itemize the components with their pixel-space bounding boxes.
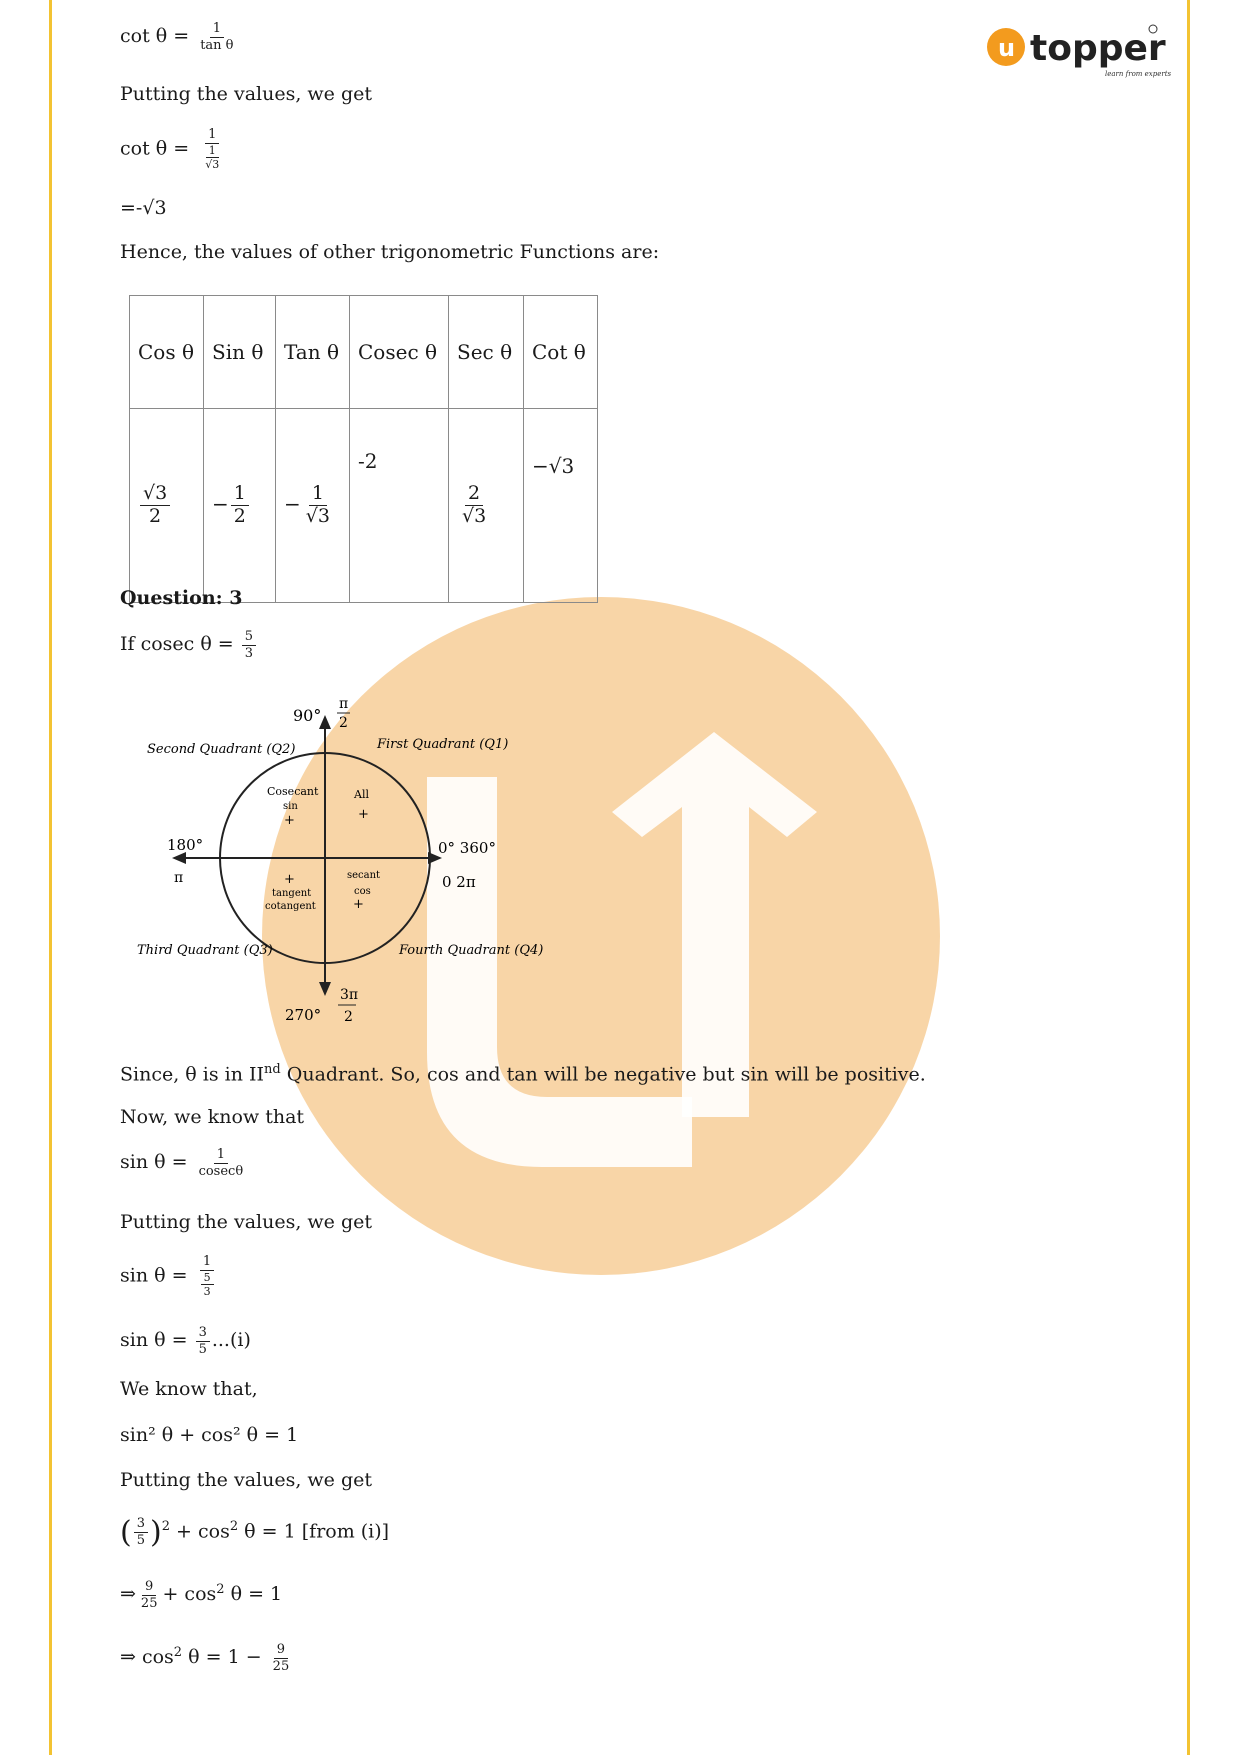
since-part-b: Quadrant. So, cos and tan will be negative but sin will be positive. [280, 1063, 926, 1086]
step-3 [120, 1643, 294, 1673]
trig-values-table [129, 295, 598, 603]
sin-result [120, 1326, 251, 1356]
step1-close: ) [150, 1515, 162, 1550]
label-q3: Third Quadrant (Q3) [137, 943, 273, 958]
cot-value [120, 128, 229, 171]
since-statement [120, 1062, 926, 1085]
logo-text: topper [1030, 28, 1166, 69]
since-part-a: Since, θ is in II [120, 1063, 265, 1086]
sin-sign: − [212, 492, 229, 516]
sin-def-den: cosecθ [198, 1163, 244, 1179]
value-cot [524, 409, 598, 603]
q3-tangent: tangent [272, 888, 312, 899]
quadrant-diagram [130, 693, 550, 1038]
cosec-value: -2 [358, 449, 378, 473]
label-q2: Second Quadrant (Q2) [147, 742, 296, 757]
q1-plus: + [358, 807, 369, 822]
cot-val-inner-den: √3 [205, 158, 220, 172]
label-180-deg: 180° [167, 836, 204, 854]
sin-res-num: 3 [196, 1326, 210, 1342]
label-270-deg: 270° [285, 1006, 322, 1024]
q1-all: All [354, 788, 369, 801]
value-tan [276, 409, 350, 603]
header-cosec: Cosec θ [350, 296, 449, 409]
label-0-2pi: 0 2π [442, 873, 476, 891]
step1-open: ( [120, 1515, 132, 1550]
step2-end: θ = 1 [230, 1583, 283, 1606]
given-lhs: If cosec θ = [120, 633, 234, 656]
cot-def-den: tan θ [200, 37, 234, 53]
tan-sign: − [284, 492, 301, 516]
step2-rest: + cos [162, 1583, 217, 1606]
label-top-2: 2 [339, 715, 348, 731]
sin-val-num: 1 [200, 1255, 214, 1271]
q3-plus: + [284, 872, 295, 887]
sin-definition [120, 1148, 248, 1178]
value-cosec [350, 409, 449, 603]
given-den: 3 [244, 645, 254, 661]
step2-den: 25 [140, 1595, 158, 1611]
putting-values-2: Putting the values, we get [120, 1211, 373, 1233]
right-border [1187, 0, 1190, 1755]
sin-def-num: 1 [214, 1148, 228, 1164]
step1-note: [from (i)] [301, 1520, 390, 1543]
step3-den: 25 [272, 1658, 290, 1674]
cot-result: =-√3 [120, 197, 167, 219]
header-cot: Cot θ [524, 296, 598, 409]
given-cosec [120, 630, 258, 660]
cot-val-lhs: cot θ = [120, 137, 190, 160]
header-tan: Tan θ [276, 296, 350, 409]
sin-val-inner-num: 5 [201, 1272, 214, 1286]
sin-num: 1 [231, 484, 249, 506]
sec-num: 2 [465, 484, 483, 506]
putting-values-1: Putting the values, we get [120, 83, 373, 105]
label-bottom-2: 2 [344, 1009, 353, 1025]
header-cos: Cos θ [130, 296, 204, 409]
step-1 [120, 1515, 389, 1550]
table-header-row [130, 296, 598, 409]
since-sup: nd [264, 1062, 281, 1077]
q2-plus: + [284, 813, 295, 828]
topper-logo [985, 20, 1172, 80]
left-border [49, 0, 52, 1755]
q2-sin: sin [283, 801, 298, 812]
sin-def-lhs: sin θ = [120, 1151, 188, 1174]
step3-num: 9 [274, 1643, 288, 1659]
sin-res-lhs: sin θ = [120, 1329, 188, 1352]
tan-num: 1 [309, 484, 327, 506]
hence-statement: Hence, the values of other trigonometric Functions are: [120, 241, 660, 263]
step2-arrow: ⇒ [120, 1583, 136, 1606]
step3-arrow: ⇒ cos [120, 1646, 174, 1669]
label-90-deg: 90° [293, 706, 322, 725]
sin-val-lhs: sin θ = [120, 1264, 188, 1287]
given-num: 5 [242, 630, 256, 646]
label-0-360: 0° 360° [438, 839, 496, 857]
sec-den: √3 [462, 505, 487, 527]
step1-exp: 2 [161, 1519, 170, 1535]
label-q4: Fourth Quadrant (Q4) [399, 943, 544, 958]
step3-mid: θ = 1 − [188, 1646, 262, 1669]
cos-num: √3 [140, 484, 170, 506]
label-3pi: 3π [340, 987, 359, 1003]
label-top-pi: π [339, 696, 349, 712]
q3-cotangent: cotangent [265, 901, 316, 912]
step2-sq: 2 [216, 1581, 225, 1597]
step2-num: 9 [142, 1580, 156, 1596]
value-sin [204, 409, 276, 603]
sin-val-inner-den: 3 [203, 1285, 211, 1299]
step1-sq: 2 [229, 1519, 239, 1535]
step1-den: 5 [136, 1533, 145, 1548]
label-q1: First Quadrant (Q1) [377, 737, 509, 752]
header-sin: Sin θ [204, 296, 276, 409]
header-sec: Sec θ [449, 296, 524, 409]
step3-sq: 2 [173, 1644, 183, 1660]
now-we-know: Now, we know that [120, 1106, 305, 1128]
table-value-row [130, 409, 598, 603]
cot-val-inner-num: 1 [206, 145, 219, 159]
value-cos [130, 409, 204, 603]
step-2 [120, 1580, 282, 1610]
cot-definition [120, 22, 239, 52]
step1-end: θ = 1 [244, 1520, 296, 1543]
q4-plus: + [353, 897, 364, 912]
cos-den: 2 [149, 505, 162, 527]
question-label: Question: 3 [120, 587, 243, 609]
q4-secant: secant [347, 870, 381, 881]
step1-rest: + cos [176, 1520, 230, 1543]
pythagorean-identity: sin² θ + cos² θ = 1 [120, 1424, 299, 1446]
cot-def-num: 1 [210, 22, 224, 38]
sin-value [120, 1255, 221, 1298]
cot-val-num: 1 [205, 128, 219, 144]
cot-value: −√3 [532, 454, 575, 478]
sin-den: 2 [233, 505, 246, 527]
label-left-pi: π [174, 870, 184, 886]
q2-cosecant: Cosecant [267, 785, 319, 798]
logo-tagline: learn from experts [1105, 70, 1172, 78]
we-know-that: We know that, [120, 1378, 258, 1400]
value-sec [449, 409, 524, 603]
svg-text:u: u [998, 34, 1016, 62]
sin-res-tag: ...(i) [211, 1329, 251, 1352]
q4-cos: cos [354, 886, 371, 897]
step1-num: 3 [134, 1517, 148, 1533]
cot-def-lhs: cot θ = [120, 25, 190, 48]
sin-res-den: 5 [198, 1341, 207, 1357]
tan-den: √3 [305, 505, 330, 527]
putting-values-3: Putting the values, we get [120, 1469, 373, 1491]
